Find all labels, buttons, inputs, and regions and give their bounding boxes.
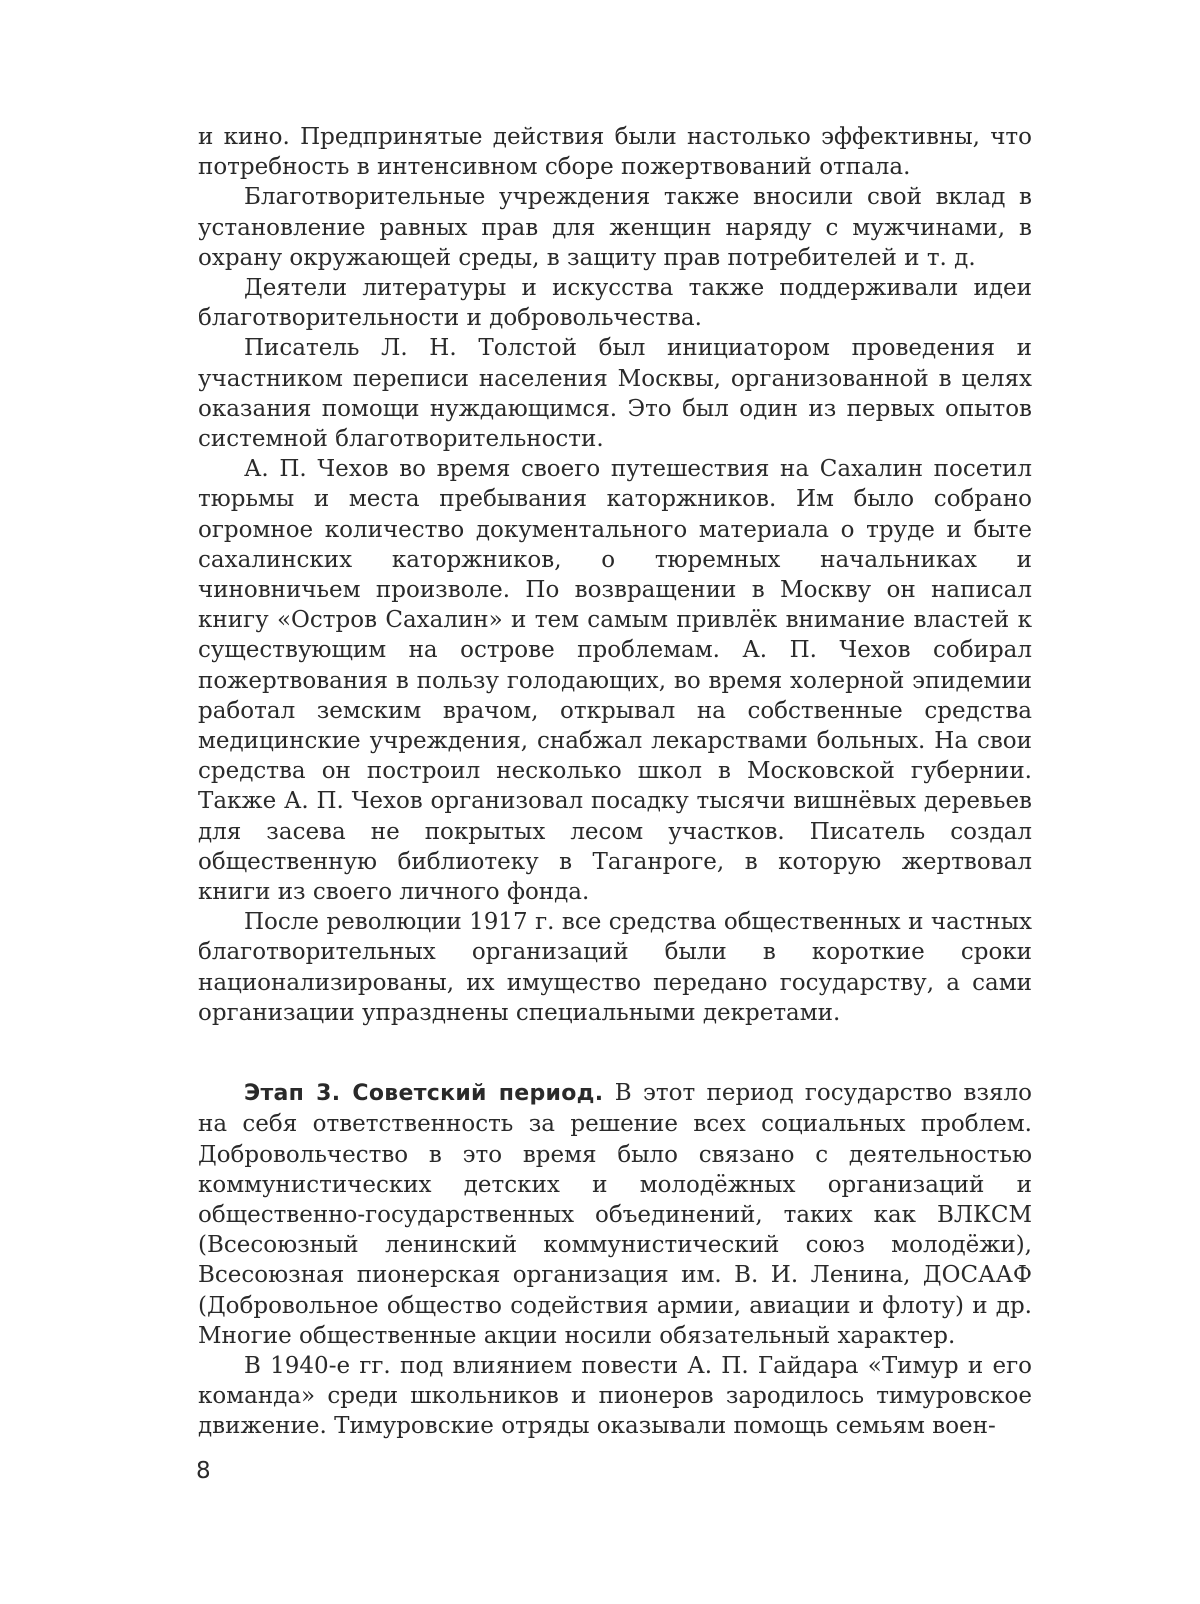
text-column	[198, 122, 1032, 1442]
paragraph-timur-movement: В 1940-е гг. под влиянием повести А. П. Гайдара «Тимур и его команда» среди школьников и пионеров зародилось тимуровское движение. Тимуровские отряды оказывали помощь семьям воен-	[198, 1352, 1032, 1440]
paragraph-revolution: После революции 1917 г. все средства общественных и частных благотворительных организаций были в короткие сроки национализированы, их имущество передано государству, а сами организации упразднены специальными декретами.	[198, 909, 1032, 1026]
stage-3-text: В этот период государство взяло на себя ответственность за решение всех социальных проблем. Добровольчество в это время было связано с деятельностью коммунистических детских и молодёжных организаций и общественно-государственных объединений, таких как ВЛКСМ (Всесоюзный ленинский коммунистический союз молодёжи), Всесоюзная пионерская организация им. В. И. Ленина, ДОСААФ (Добровольное общество содействия армии, авиации и флоту) и др. Многие общественные акции носили обязательный характер.	[198, 1080, 1032, 1349]
paragraph-chekhov: А. П. Чехов во время своего путешествия на Сахалин посетил тюрьмы и места пребывания каторжников. Им было собрано огромное количество документального материала о труде и быте сахалинских каторжников, о тюремных начальниках и чиновничьем произволе. По возвращении в Москву он написал книгу «Остров Сахалин» и тем самым привлёк внимание властей к существующим на острове проблемам. А. П. Чехов собирал пожертвования в пользу голодающих, во время холерной эпидемии работал земским врачом, открывал на собственные средства медицинские учреждения, снабжал лекарствами больных. На свои средства он построил несколько школ в Московской губернии. Также А. П. Чехов организовал посадку тысячи вишнёвых деревьев для засева не покрытых лесом участков. Писатель создал общественную библиотеку в Таганроге, в которую жертвовал книги из своего личного фонда.	[198, 456, 1032, 906]
paragraph-literature-art: Деятели литературы и искусства также поддерживали идеи благотворительности и добровольчества.	[198, 275, 1032, 332]
paragraph-stage-3	[198, 1078, 1032, 1351]
page-number: 8	[196, 1458, 211, 1484]
paragraph-charity-rights: Благотворительные учреждения также вносили свой вклад в установление равных прав для женщин наряду с мужчинами, в охрану окружающей среды, в защиту прав потребителей и т. д.	[198, 184, 1032, 271]
paragraph-tolstoy: Писатель Л. Н. Толстой был инициатором проведения и участником переписи населения Москвы, организованной в целях оказания помощи нуждающимся. Это был один из первых опытов системной благотворительности.	[198, 335, 1032, 453]
paragraph-continued: и кино. Предпринятые действия были настолько эффективны, что потребность в интенсивном сборе пожертвований отпала.	[198, 124, 1032, 181]
stage-3-heading: Этап 3. Советский период.	[244, 1081, 604, 1107]
